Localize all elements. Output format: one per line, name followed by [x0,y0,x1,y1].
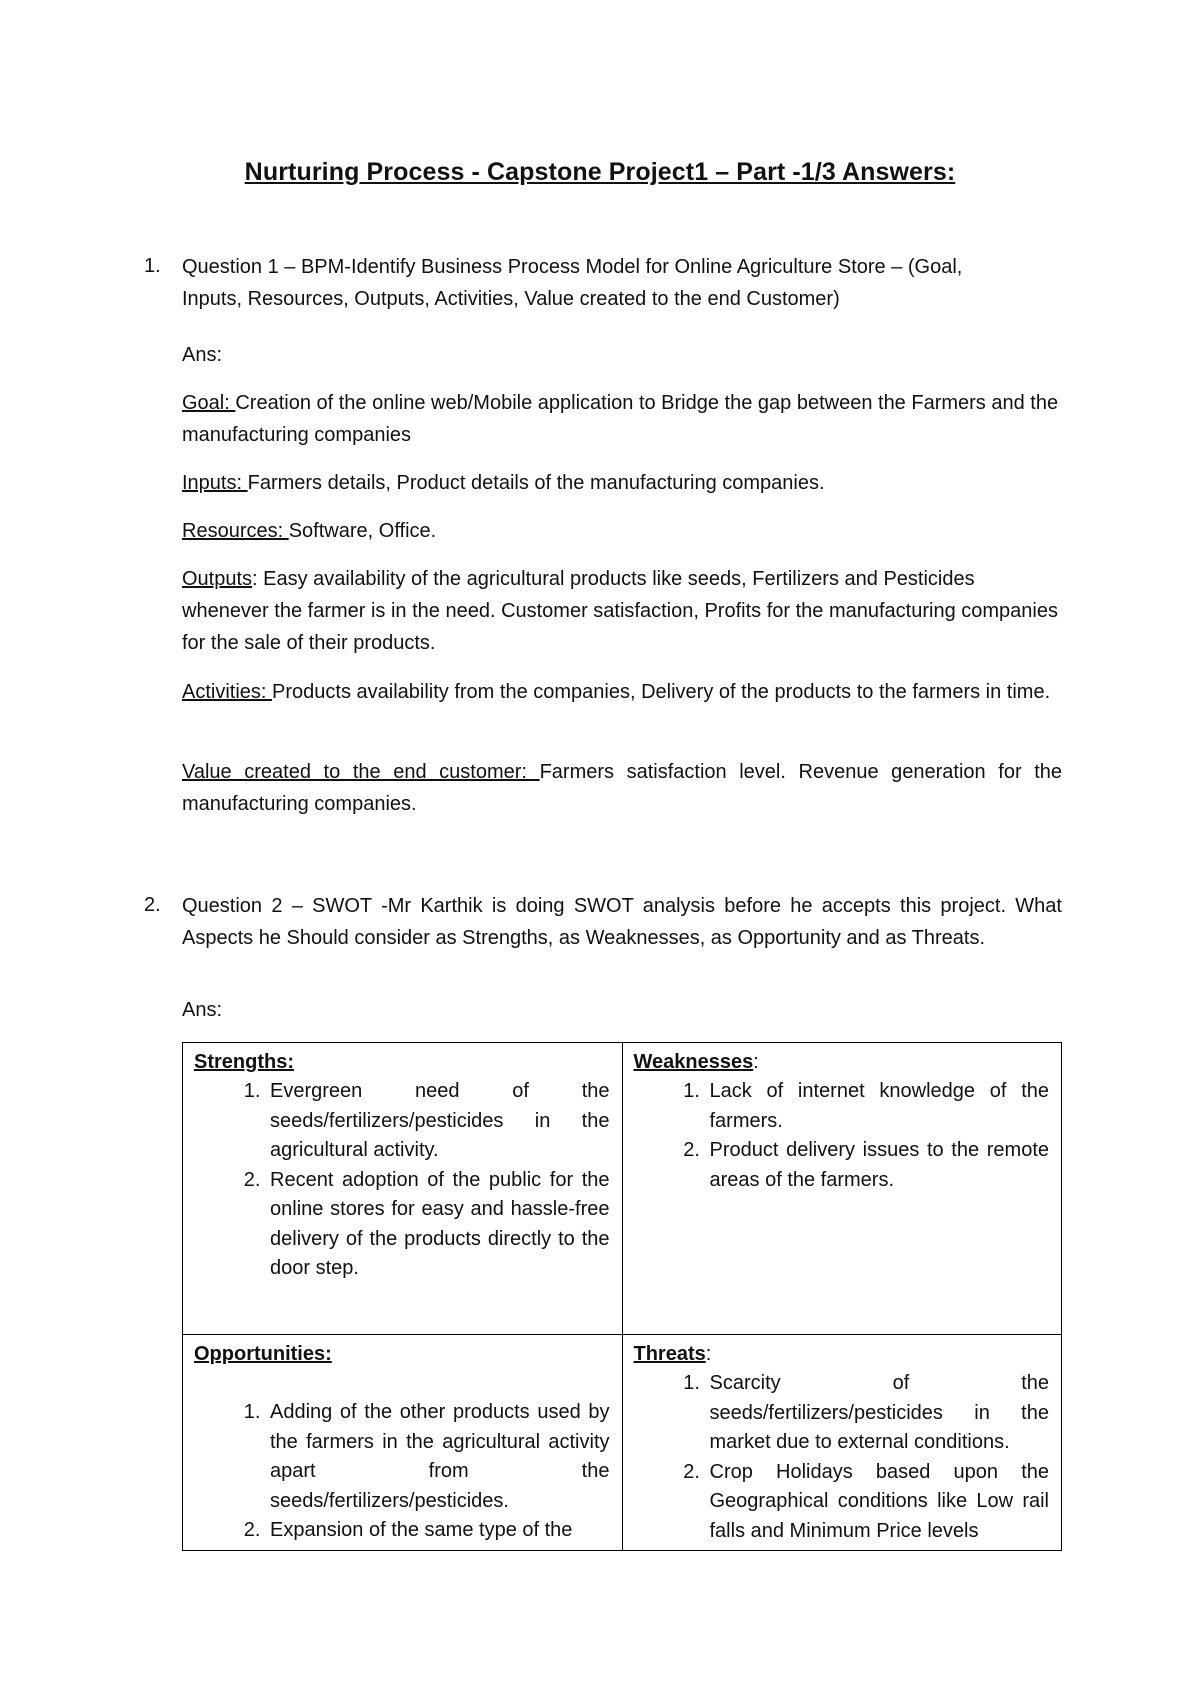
question-1-text [182,251,1062,315]
q1-ans-label: Ans: [182,344,223,366]
strength-item: 2. Recent adoption of the public for the online stores for easy and hassle-free delivery of the products directly to the door step. [266,1166,610,1284]
resources-text: Software, Office. [288,520,437,542]
activities-label: Activities: [182,681,273,703]
inputs-paragraph [182,467,1062,499]
goal-paragraph [182,387,1062,451]
strengths-cell [183,1043,623,1335]
weaknesses-cell [622,1043,1062,1335]
weakness-item: 2. Product delivery issues to the remote areas of the farmers. [706,1136,1050,1195]
resources-label: Resources: [182,520,289,542]
threats-heading: Threats [633,1343,706,1365]
value-paragraph [182,756,1062,820]
outputs-paragraph [182,563,1062,659]
threats-heading-line [634,1339,1050,1369]
weaknesses-list [634,1077,1050,1195]
document-title: Nurturing Process - Capstone Project1 – Part -1/3 Answers: [244,158,956,186]
swot-row-2 [183,1335,1062,1551]
question-1-line-2: Inputs, Resources, Outputs, Activities, Value created to the end Customer) [182,288,840,310]
question-2-number: 2. [144,894,161,916]
question-1-number: 1. [144,255,161,277]
question-2-text: Question 2 – SWOT -Mr Karthik is doing SWOT analysis before he accepts this project. What Aspects he Should consider as Strengths, as Weaknesses, as Opportunity and as Threats. [182,895,1062,949]
opportunities-heading: Opportunities: [194,1343,332,1365]
weaknesses-colon: : [753,1051,759,1073]
strength-item: 1. Evergreen need of the seeds/fertilizers/pesticides in the agricultural activity. [266,1077,610,1166]
opportunities-cell [183,1335,623,1551]
goal-text: Creation of the online web/Mobile application to Bridge the gap between the Farmers and the manufacturing companies [182,392,1059,446]
inputs-label: Inputs: [182,472,248,494]
value-text: Farmers satisfaction level. Revenue generation for the manufacturing companies. [182,761,1062,815]
threats-cell [622,1335,1062,1551]
opportunity-item: 1. Adding of the other products used by the farmers in the agricultural activity apart from the seeds/fertilizers/pesticides. [266,1398,610,1516]
opportunities-spacer [194,1369,610,1398]
q2-ans-label: Ans: [182,999,223,1021]
opportunity-item: 2. Expansion of the same type of the [266,1516,610,1546]
threats-colon: : [705,1343,712,1365]
threats-list [634,1369,1050,1546]
inputs-text: Farmers details, Product details of the manufacturing companies. [247,472,825,494]
swot-row-1 [183,1043,1062,1335]
activities-paragraph [182,676,1062,708]
weakness-item: 1. Lack of internet knowledge of the farmers. [706,1077,1050,1136]
outputs-label: Outputs [182,568,253,590]
goal-label: Goal: [182,392,236,414]
outputs-text: : Easy availability of the agricultural products like seeds, Fertilizers and Pesticides whenever the farmer is in the need. Customer satisfaction, Profits for the manufacturing companies for the sale of their products. [182,568,1058,654]
value-label: Value created to the end customer: [182,761,540,783]
strengths-heading: Strengths: [194,1051,294,1073]
threat-item: 1. Scarcity of the seeds/fertilizers/pesticides in the market due to external conditions. [706,1369,1050,1458]
opportunities-list [194,1398,610,1546]
swot-table [182,1042,1062,1551]
activities-text: Products availability from the companies, Delivery of the products to the farmers in time. [272,681,1051,703]
weaknesses-heading-line [634,1047,1050,1077]
threat-item: 2. Crop Holidays based upon the Geographical conditions like Low rail falls and Minimum Price levels [706,1458,1050,1547]
weaknesses-heading: Weaknesses [633,1051,754,1073]
resources-paragraph [182,515,1062,547]
strengths-list [194,1077,610,1284]
question-1-line-1: Question 1 – BPM-Identify Business Process Model for Online Agriculture Store – (Goal, [182,256,963,278]
